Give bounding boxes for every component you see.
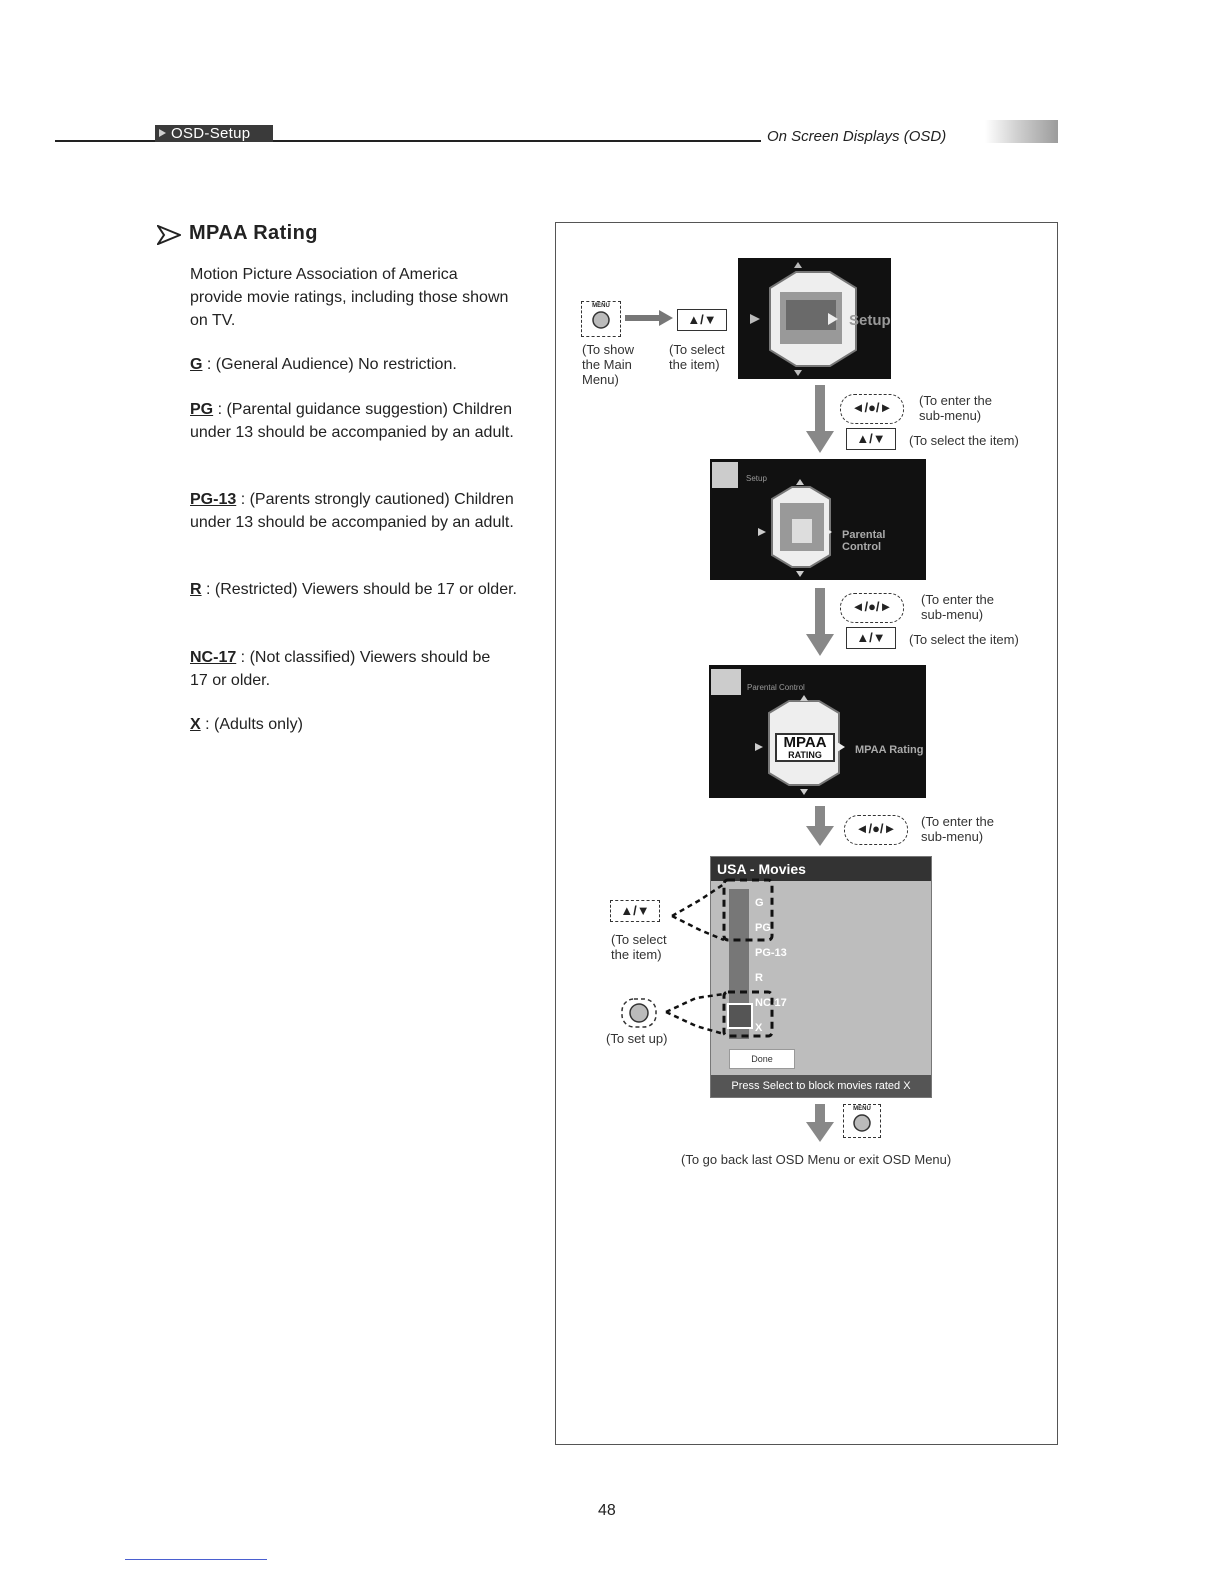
rating-code: PG [190, 401, 214, 418]
rating-nc17 [190, 646, 510, 692]
rating-g [190, 353, 530, 376]
caption-enter-sub: (To enter the sub-menu) [919, 393, 992, 423]
intro-text: Motion Picture Association of America provide movie ratings, including those shown on TV. [190, 266, 509, 329]
list-item: X [755, 1022, 763, 1034]
mpaa-menu-graphic [709, 665, 926, 798]
osd-screen-parental [710, 459, 926, 580]
rating-code: NC-17 [190, 649, 237, 666]
screen-label: Parental Control [842, 529, 886, 553]
list-item: PG [755, 922, 771, 934]
section-tag [155, 125, 273, 142]
updown-button-graphic: ▲/▼ [846, 627, 896, 649]
arrow-down-icon [806, 1104, 834, 1142]
arrow-down-icon [806, 385, 834, 453]
arrow-right-icon [625, 310, 675, 326]
mpaa-badge [775, 733, 835, 762]
done-button: Done [729, 1049, 795, 1069]
status-bar: Press Select to block movies rated X [711, 1075, 931, 1097]
remote-button-icon [591, 310, 611, 330]
enter-button-graphic: ◄/●/► [844, 815, 908, 845]
list-item: R [755, 972, 763, 984]
caption-select-item: (To select the item) [909, 632, 1019, 647]
caption-select-item: (To select the item) [909, 433, 1019, 448]
rating-desc: : (Not classified) Viewers should be 17 or older. [190, 649, 491, 689]
updown-button-graphic: ▲/▼ [610, 900, 660, 922]
rating-code: PG-13 [190, 491, 237, 508]
rating-r [190, 578, 520, 601]
parental-menu-graphic [710, 459, 926, 580]
rating-code: X [190, 716, 201, 733]
select-button-icon [621, 998, 657, 1028]
caption-select-item: (To select the item) [669, 342, 725, 372]
caption-enter-sub: (To enter the sub-menu) [921, 592, 994, 622]
menu-button-graphic [843, 1104, 881, 1138]
header-badge [985, 120, 1058, 143]
rating-desc: : (General Audience) No restriction. [202, 356, 457, 373]
chapter-title: On Screen Displays (OSD) [767, 128, 947, 145]
screen-breadcrumb: Setup [746, 474, 767, 483]
menu-button-label: MENU [592, 303, 610, 309]
updown-button-graphic: ▲/▼ [677, 309, 727, 331]
screen-label: MPAA Rating [855, 744, 924, 756]
screen-label: Setup [849, 312, 891, 329]
rating-pg [190, 398, 530, 444]
menu-button-graphic [581, 301, 621, 337]
rating-desc: : (Restricted) Viewers should be 17 or older. [201, 581, 517, 598]
badge-line-1: MPAA [783, 734, 827, 751]
caption-show-main: (To show the Main Menu) [582, 342, 635, 387]
remote-button-icon [852, 1113, 872, 1133]
rating-code: G [190, 356, 203, 373]
enter-button-graphic: ◄/●/► [840, 394, 904, 424]
list-item: G [755, 897, 764, 909]
rating-desc: : (Parental guidance suggestion) Children under 13 should be accompanied by an adult. [190, 401, 514, 441]
badge-line-2: RATING [788, 750, 822, 760]
arrow-down-icon [806, 806, 834, 846]
rating-pg13 [190, 488, 530, 534]
section-title: MPAA Rating [189, 222, 318, 244]
enter-button-graphic: ◄/●/► [840, 593, 904, 623]
list-item: PG-13 [755, 947, 787, 959]
list-item: NC-17 [755, 997, 787, 1009]
caption-set-up: (To set up) [606, 1031, 668, 1046]
list-title: USA - Movies [711, 857, 931, 881]
rating-desc: : (Parents strongly cautioned) Children under 13 should be accompanied by an adult. [190, 491, 514, 531]
footer-rule [125, 1559, 267, 1560]
play-icon [159, 129, 166, 137]
osd-screen-setup [738, 258, 891, 379]
osd-screen-mpaa [709, 665, 926, 798]
menu-button-label: MENU [853, 1106, 871, 1112]
arrow-down-icon [806, 588, 834, 656]
section-tag-label: OSD-Setup [171, 125, 251, 142]
caption-select-item: (To select the item) [611, 932, 667, 962]
page-number: 48 [598, 1502, 616, 1519]
caption-go-back: (To go back last OSD Menu or exit OSD Menu) [681, 1152, 952, 1167]
bullet-arrow-icon [157, 225, 181, 245]
rating-desc: : (Adults only) [200, 716, 303, 733]
caption-enter-sub: (To enter the sub-menu) [921, 814, 994, 844]
updown-button-graphic: ▲/▼ [846, 428, 896, 450]
rating-code: R [190, 581, 202, 598]
rating-x [190, 713, 530, 736]
screen-breadcrumb: Parental Control [747, 683, 805, 692]
